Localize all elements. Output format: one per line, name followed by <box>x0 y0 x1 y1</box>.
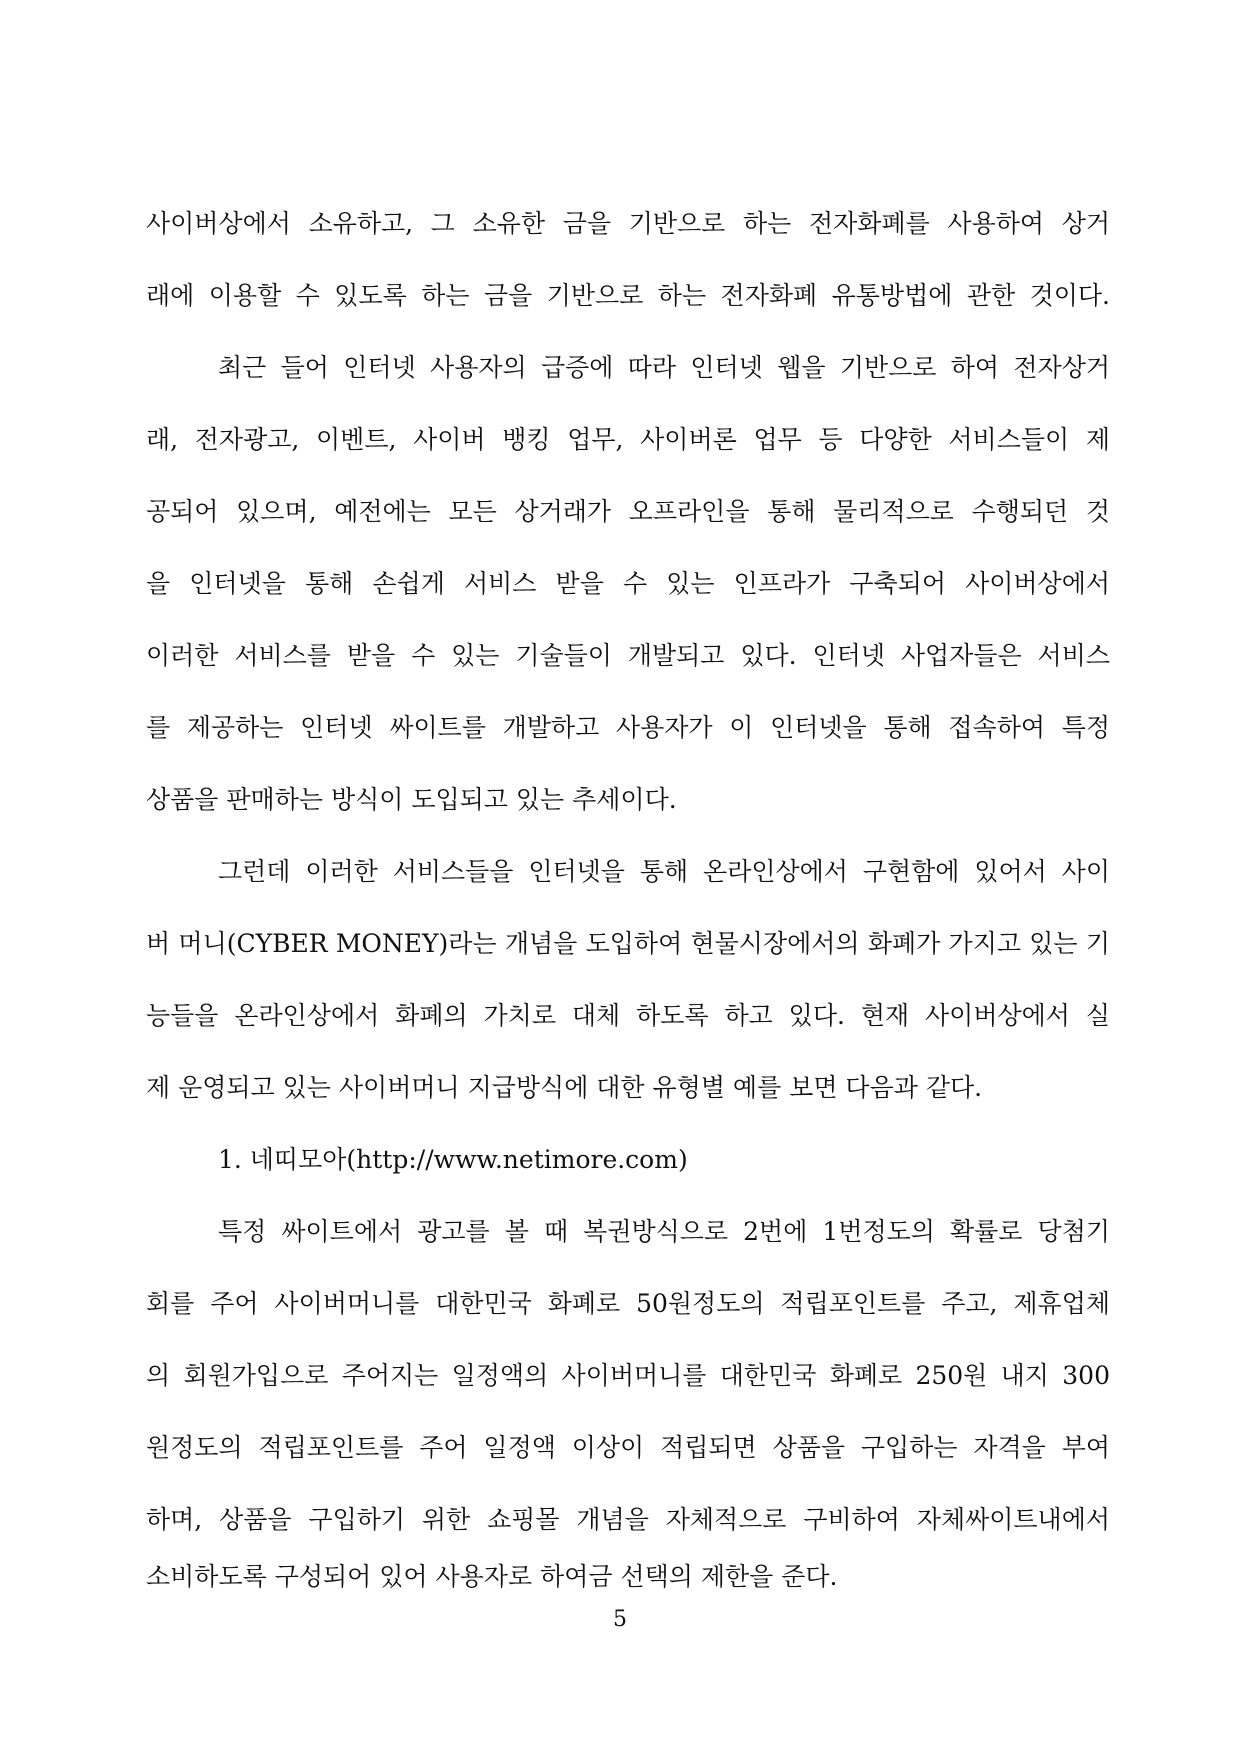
text-line-indented: 최근 들어 인터넷 사용자의 급증에 따라 인터넷 웹을 기반으로 하여 전자상거 <box>218 353 1110 382</box>
text-line: 이러한 서비스를 받을 수 있는 기술들이 개발되고 있다. 인터넷 사업자들은 서비스 <box>146 641 1110 670</box>
text-line: 회를 주어 사이버머니를 대한민국 화폐로 50원정도의 적립포인트를 주고, 제휴업체 <box>146 1289 1110 1318</box>
text-line: 제 운영되고 있는 사이버머니 지급방식에 대한 유형별 예를 보면 다음과 같다. <box>146 1073 983 1102</box>
text-line: 소비하도록 구성되어 있어 사용자로 하여금 선택의 제한을 준다. <box>146 1562 838 1591</box>
text-line: 을 인터넷을 통해 손쉽게 서비스 받을 수 있는 인프라가 구축되어 사이버상에서 <box>146 569 1110 598</box>
text-line: 의 회원가입으로 주어지는 일정액의 사이버머니를 대한민국 화폐로 250원 내지 300 <box>146 1361 1110 1390</box>
text-line: 상품을 판매하는 방식이 도입되고 있는 추세이다. <box>146 785 677 814</box>
text-line: 능들을 온라인상에서 화폐의 가치로 대체 하도록 하고 있다. 현재 사이버상에서 실 <box>146 1001 1110 1030</box>
text-line: 공되어 있으며, 예전에는 모든 상거래가 오프라인을 통해 물리적으로 수행되던 것 <box>146 497 1110 526</box>
text-line: 를 제공하는 인터넷 싸이트를 개발하고 사용자가 이 인터넷을 통해 접속하여 특정 <box>146 713 1110 742</box>
text-line: 버 머니(CYBER MONEY)라는 개념을 도입하여 현물시장에서의 화폐가 가지고 있는 기 <box>146 929 1110 958</box>
text-line: 래, 전자광고, 이벤트, 사이버 뱅킹 업무, 사이버론 업무 등 다양한 서비스들이 제 <box>146 425 1110 454</box>
text-line: 사이버상에서 소유하고, 그 소유한 금을 기반으로 하는 전자화폐를 사용하여 상거 <box>146 209 1110 238</box>
list-item-heading: 1. 네띠모아(http://www.netimore.com) <box>218 1145 688 1174</box>
text-line: 원정도의 적립포인트를 주어 일정액 이상이 적립되면 상품을 구입하는 자격을 부여 <box>146 1433 1110 1462</box>
text-line-indented: 특정 싸이트에서 광고를 볼 때 복권방식으로 2번에 1번정도의 확률로 당첨기 <box>218 1217 1110 1246</box>
text-line: 래에 이용할 수 있도록 하는 금을 기반으로 하는 전자화폐 유통방법에 관한 것이다. <box>146 281 1110 310</box>
text-line-indented: 그런데 이러한 서비스들을 인터넷을 통해 온라인상에서 구현함에 있어서 사이 <box>218 857 1110 886</box>
text-line: 하며, 상품을 구입하기 위한 쇼핑몰 개념을 자체적으로 구비하여 자체싸이트내에서 <box>146 1505 1110 1534</box>
page-number: 5 <box>613 1607 627 1632</box>
